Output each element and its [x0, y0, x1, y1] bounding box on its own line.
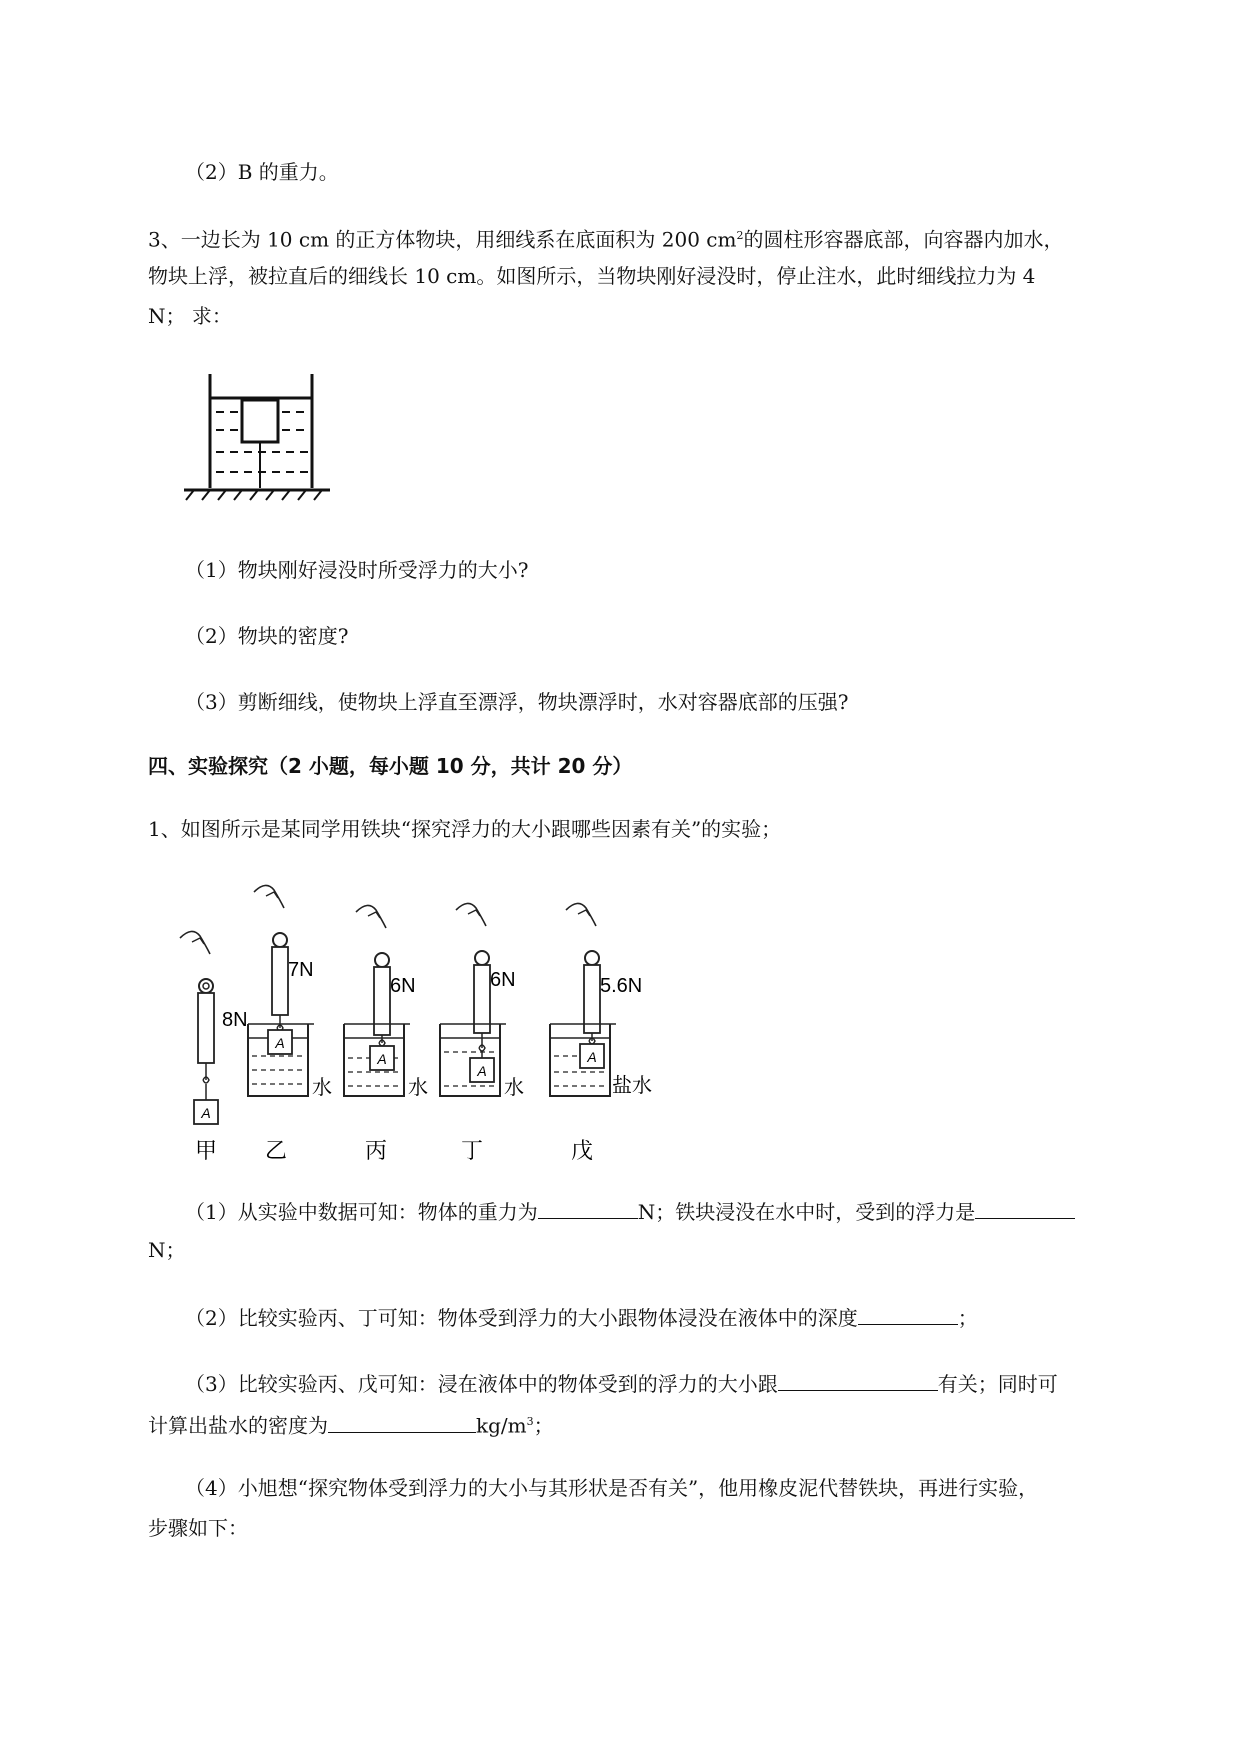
- s2-line: （2）比较实验丙、丁可知：物体受到浮力的大小跟物体浸没在液体中的深度 ；: [185, 1302, 978, 1332]
- blank-weight[interactable]: [538, 1196, 638, 1219]
- q3-line-3: N； 求：: [148, 304, 232, 328]
- spring-scale: [272, 947, 288, 1015]
- s3-line-1: （3）比较实验丙、戊可知：浸在液体中的物体受到的浮力的大小跟 有关；同时可: [185, 1368, 1058, 1398]
- label-wu: 戊: [570, 1138, 594, 1160]
- svg-text:A: A: [477, 1063, 487, 1079]
- blank-depth[interactable]: [858, 1302, 958, 1325]
- q3-area-unit-exponent: 2: [736, 229, 744, 242]
- reading-wu: 5.6N: [600, 975, 643, 997]
- hand-icon: [180, 931, 210, 954]
- blank-buoyancy[interactable]: [975, 1196, 1075, 1219]
- s3-line-2: 计算出盐水的密度为 $kg/m^3$；: [148, 1408, 554, 1440]
- reading-jia: 8N: [222, 1009, 248, 1031]
- spring-scale: [374, 967, 390, 1035]
- label-ding: 丁: [460, 1138, 484, 1160]
- setup-wu: [550, 903, 652, 1160]
- setup-ding: [440, 903, 524, 1160]
- q3-line-2: 物块上浮，被拉直后的细线长 10 cm。如图所示，当物块刚好浸没时，停止注水，此时细线拉力为 4: [148, 264, 1036, 288]
- spring-scale: [474, 965, 490, 1033]
- hook-ring: [273, 933, 287, 947]
- label-bing: 丙: [364, 1138, 388, 1160]
- label-jia: 甲: [194, 1138, 218, 1160]
- density-unit-exponent: 3: [526, 1415, 534, 1428]
- hand-icon: [254, 885, 284, 908]
- s4-line-2: 步骤如下：: [148, 1516, 248, 1540]
- liquid-wu: 盐水: [612, 1075, 652, 1097]
- hook-ring: [475, 951, 489, 965]
- setup-yi: [248, 885, 332, 1160]
- section-4-heading: 四、实验探究（2 小题，每小题 10 分，共计 20 分）: [148, 754, 633, 778]
- hook-ring: [199, 979, 213, 993]
- hook-ring: [585, 951, 599, 965]
- reading-ding: 6N: [490, 969, 516, 991]
- svg-text:A: A: [275, 1035, 285, 1051]
- section-4-q1: 1、如图所示是某同学用铁块“探究浮力的大小跟哪些因素有关”的实验；: [148, 817, 782, 841]
- blank-factor[interactable]: [778, 1368, 938, 1391]
- liquid-yi: 水: [312, 1077, 332, 1099]
- cube-block: [242, 400, 278, 442]
- reading-bing: 6N: [390, 975, 416, 997]
- q2-subquestion-2: （2）B 的重力。: [185, 160, 339, 184]
- liquid-ding: 水: [504, 1077, 524, 1099]
- spring-scale: [198, 993, 214, 1063]
- block-label: A: [201, 1105, 211, 1121]
- label-yi: 乙: [264, 1138, 288, 1160]
- hand-icon: [356, 905, 386, 928]
- spring-scale: [584, 965, 600, 1033]
- hook-ring: [375, 953, 389, 967]
- q3-subquestion-2: （2）物块的密度?: [185, 624, 349, 648]
- q3-subquestion-3: （3）剪断细线，使物块上浮直至漂浮，物块漂浮时，水对容器底部的压强?: [185, 690, 849, 714]
- s1-line: （1）从实验中数据可知：物体的重力为 N；铁块浸没在水中时，受到的浮力是: [185, 1196, 1075, 1226]
- q3-subquestion-1: （1）物块刚好浸没时所受浮力的大小?: [185, 558, 529, 582]
- svg-text:A: A: [587, 1049, 597, 1065]
- q3-line-1: [148, 222, 1063, 254]
- liquid-bing: 水: [408, 1077, 428, 1099]
- reading-yi: 7N: [288, 959, 314, 981]
- experiment-figure: [170, 880, 750, 1160]
- setup-jia: [180, 931, 248, 1160]
- s1-unit: N；: [148, 1238, 186, 1262]
- svg-text:A: A: [377, 1051, 387, 1067]
- q3-line-1-b: 的圆柱形容器底部，向容器内加水，: [743, 227, 1064, 252]
- hand-icon: [456, 903, 486, 926]
- setup-bing: [344, 905, 428, 1160]
- blank-density[interactable]: [328, 1410, 476, 1433]
- q3-line-1-a: 3、一边长为 10 cm 的正方体物块，用细线系在底面积为 200 cm: [148, 227, 737, 252]
- s4-line-1: （4）小旭想“探究物体受到浮力的大小与其形状是否有关”，他用橡皮泥代替铁块，再进行实验，: [185, 1476, 1039, 1500]
- container-figure: [180, 370, 340, 510]
- hand-icon: [566, 903, 596, 926]
